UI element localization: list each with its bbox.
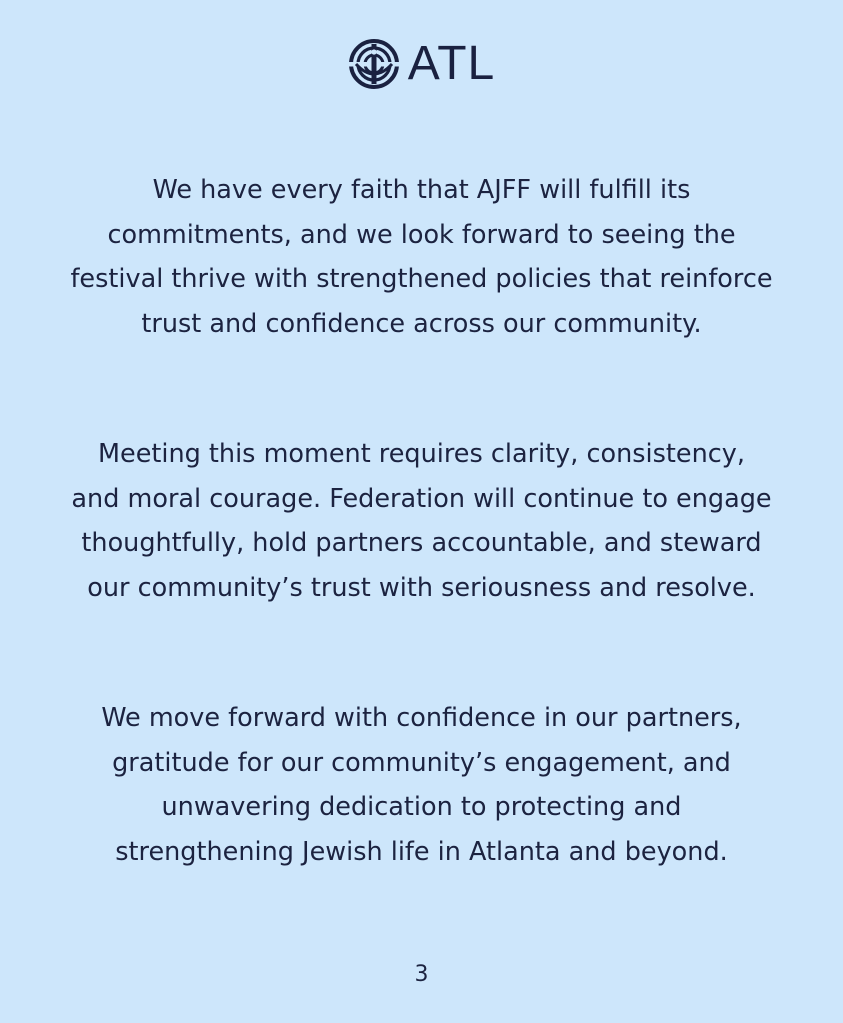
page-number: 3 [414,962,429,987]
paragraph-3: We move forward with confidence in our partners, gratitude for our community’s engagement, and unwavering dedication to protecting and strengthening Jewish life in Atlanta and beyond. [101,703,742,867]
paragraph-2: Meeting this moment requires clarity, consistency, and moral courage. Federation will continue to engage thoughtfully, hold partners accountable, and steward our community’s trust with seriousness and resolve. [71,439,772,603]
logo [0,38,843,90]
logo-text: ATL [407,37,496,90]
paragraph-1: We have every faith that AJFF will fulfill its commitments, and we look forward to seeing the festival thrive with strengthened policies that reinforce trust and confidence across our community. [70,175,773,339]
menorah-seal-icon [348,38,400,90]
